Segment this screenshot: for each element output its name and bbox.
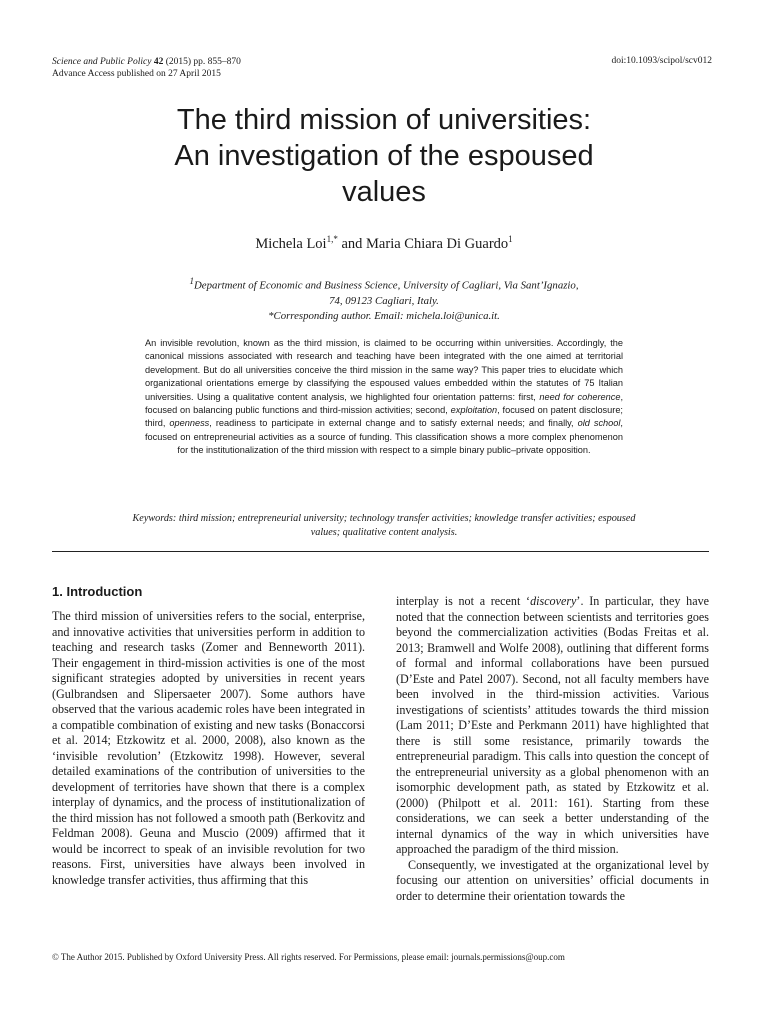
author-name: Maria Chiara Di Guardo <box>366 235 509 252</box>
author-affiliation-marker: 1,* <box>326 234 338 244</box>
author-joiner: and <box>337 235 367 252</box>
body-emphasis: discovery <box>530 594 577 608</box>
abstract-text: , focused on balancing public functions and third-mission activities; second, <box>145 391 623 416</box>
running-header-citation <box>52 56 241 80</box>
abstract-term: openness <box>169 418 210 429</box>
abstract-text: An invisible revolution, known as the third mission, is claimed to be occurring within universities. Accordingly, the canonical missions associated with research and teaching have been integrated with the one aimed at territorial development. But do all universities conceive the third mission in the same way? This paper tries to elucidate which organizational orientations emerge by classifying the espoused values embedded within the statutes of 75 Italian universities. Using a qualitative content analysis, we highlighted four orientation patterns: first, <box>145 338 623 402</box>
author-list <box>60 234 708 253</box>
section-heading: 1. Introduction <box>52 584 143 599</box>
affiliation-line: Department of Economic and Business Science, University of Cagliari, Via Sant’Ignazio, <box>193 279 579 292</box>
body-paragraph: The third mission of universities refers to the social, enterprise, and innovative activities that universities perform in addition to teaching and research tasks (Zomer and Benneworth 2011). Their engagement in third-mission activities is one of the most significant strategies adopted by universities in recent years (Gulbrandsen and Slipersaeter 2007). Some authors have observed that the various academic roles have been integrated in a compatible combination of existing and new tasks (Bonaccorsi et al. 2014; Etzkowitz et al. 2000, 2008), also known as the ‘invisible revolution’ (Etzkowitz 1998). However, several detailed examinations of the contribution of universities to the development of territories have shown that there is a complex interplay of dynamics, and the process of institutionalization of the third mission has not followed a smooth path (Berkovitz and Feldman 2008). Geuna and Muscio (2009) affirmed that it would be incorrect to speak of an invisible revolution for two reasons. First, universities have always been involved in knowledge transfer activities, thus affirming that this <box>52 609 365 887</box>
copyright-footer: © The Author 2015. Published by Oxford University Press. All rights reserved. For Permissions, please email: journals.permissions@oup.com <box>52 952 565 962</box>
abstract-term: need for coherence <box>539 391 621 402</box>
paper-title <box>60 102 708 210</box>
advance-access-note: Advance Access published on 27 April 2015 <box>52 69 221 79</box>
body-text: ’. In particular, they have noted that the connection between scientists and territories goes beyond the commercialization activities (Bodas Freitas et al. 2013; Bramwell and Wolfe 2008), outlining that different forms of formal and informal collaborations have been pursued (D’Este and Patel 2007). Second, not all faculty members have been involved in the third-mission activities. Various investigations of scientists’ attitudes towards the third mission (Lam 2011; D’Este and Perkmann 2011) have highlighted that there is still some resistance, primarily towards the entrepreneurial paradigm. This calls into question the concept of the entrepreneurial university as a global phenomenon with an isomorphic development path, as stated by Etzkowitz et al. (2000) (Philpott et al. 2011: 161). Starting from these considerations, we can seek a better understanding of the internal dynamics of the way in which universities have approached the paradigm of the third mission. <box>396 594 709 856</box>
affiliation-block <box>60 274 708 324</box>
title-line: An investigation of the espoused <box>174 140 594 172</box>
abstract-text: , readiness to participate in external change and to satisfy external needs; and finally, <box>209 418 578 429</box>
section-divider <box>52 551 709 552</box>
body-column-right <box>396 594 709 904</box>
body-paragraph: Consequently, we investigated at the organizational level by focusing our attention on universities’ official documents in order to determine their orientation towards the <box>396 857 709 903</box>
author-affiliation-marker: 1 <box>508 234 513 244</box>
abstract-term: old school <box>577 418 621 429</box>
affiliation-marker: 1 <box>189 276 194 286</box>
keywords: Keywords: third mission; entrepreneurial university; technology transfer activities; knowledge transfer activities; espoused values; qualitative content analysis. <box>132 513 636 538</box>
journal-pages: (2015) pp. 855–870 <box>165 57 241 67</box>
abstract-text: , focused on entrepreneurial activities as a source of funding. This classification shows a more complex phenomenon for the institutionalization of the third mission with respect to a simple binary public–private opposition. <box>145 418 623 456</box>
title-line: values <box>342 176 426 208</box>
body-column-left <box>52 609 365 888</box>
title-line: The third mission of universities: <box>176 104 592 136</box>
abstract <box>145 337 623 458</box>
affiliation-line: 74, 09123 Cagliari, Italy. <box>329 294 439 307</box>
corresponding-author-email[interactable]: *Corresponding author. Email: michela.loi@unica.it. <box>268 309 500 322</box>
body-text: interplay is not a recent ‘ <box>396 594 531 608</box>
author-name: Michela Loi <box>255 235 327 252</box>
journal-name: Science and Public Policy <box>52 57 152 67</box>
journal-volume: 42 <box>153 57 164 67</box>
doi-link[interactable]: doi:10.1093/scipol/scv012 <box>611 56 712 66</box>
body-paragraph <box>396 594 709 858</box>
abstract-term: exploitation <box>450 405 498 416</box>
abstract-text: , focused on patent disclosure; third, <box>145 405 623 429</box>
